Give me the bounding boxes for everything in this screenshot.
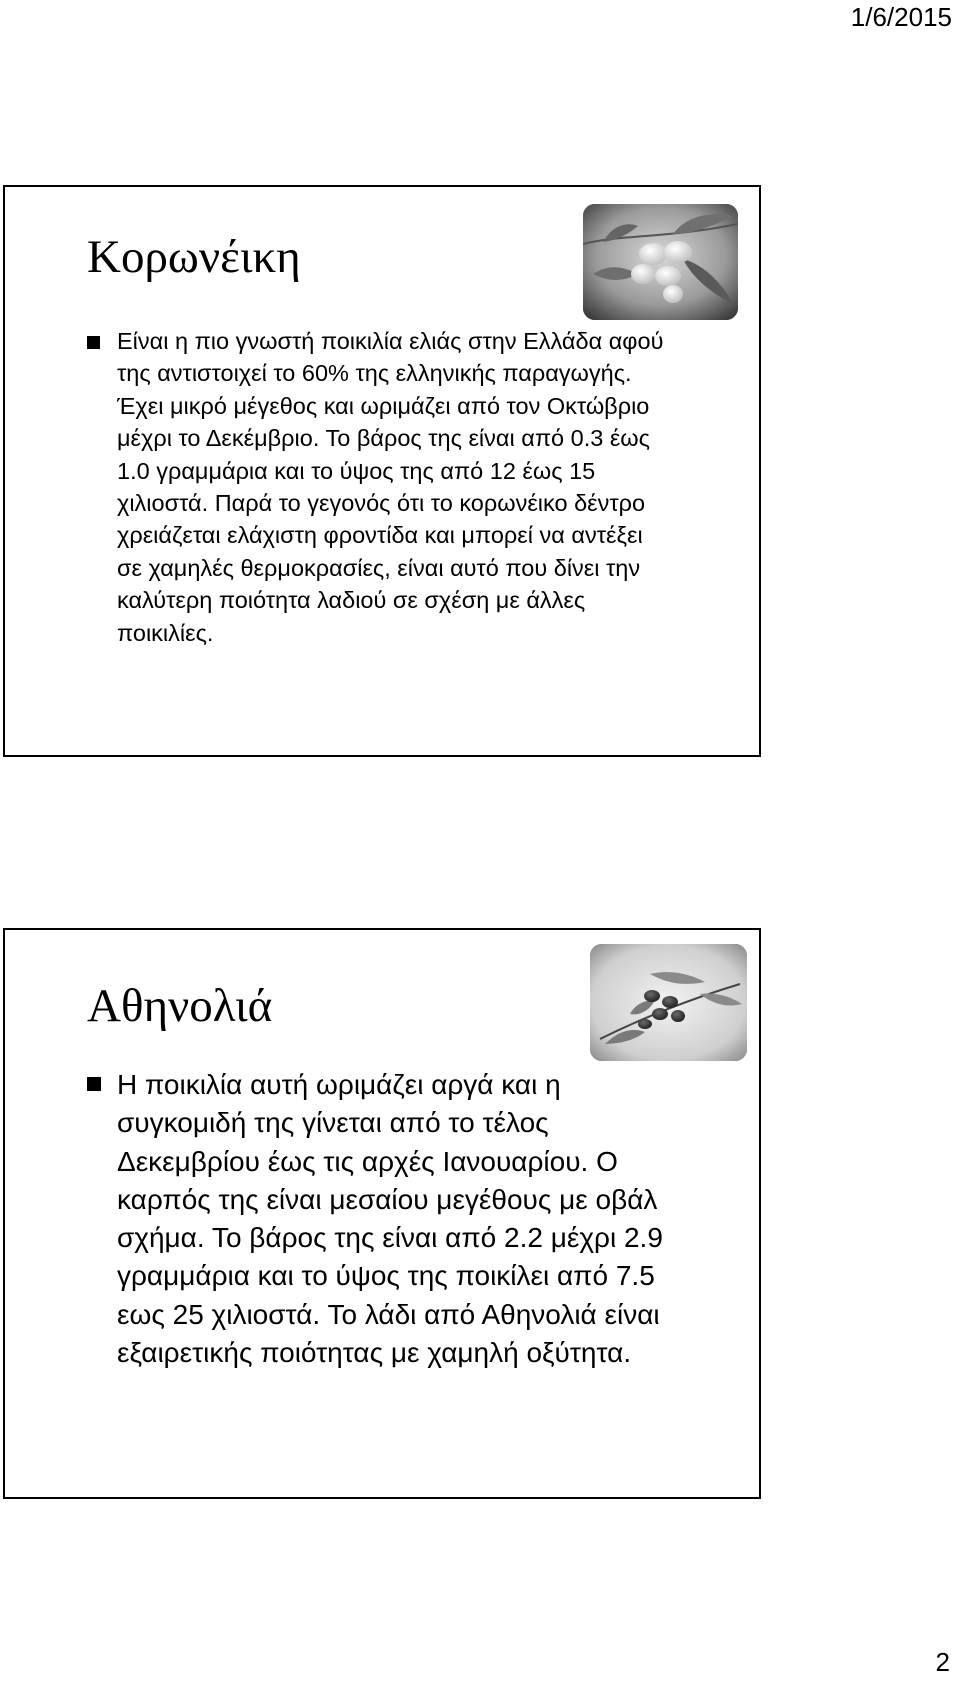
slide-body-text: Η ποικιλία αυτή ωριμάζει αργά και η συγκομιδή της γίνεται από το τέλος Δεκεμβρίου έως τις αρχές Ιανουαρίου. Ο καρπός της είναι μεσαίου μεγέθους με οβάλ σχήμα. Το βάρος της είναι από 2.2 μέχρι 2.9 γραμμάρια και το ύψος της ποικίλει από 7.5 εως 25 χιλιοστά. Το λάδι από Αθηνολιά είναι εξαιρετικής ποιότητας με χαμηλή οξύτητα.	[117, 1069, 663, 1369]
slide-athinolia	[3, 928, 761, 1499]
bullet-square-icon	[87, 336, 100, 349]
slide-body-text: Είναι η πιο γνωστή ποικιλία ελιάς στην Ελλάδα αφού της αντιστοιχεί το 60% της ελληνικής παραγωγής. Έχει μικρό μέγεθος και ωριμάζει από τον Οκτώβριο μέχρι το Δεκέμβριο. Το βάρος της είναι από 0.3 έως 1.0 γραμμάρια και το ύψος της από 12 έως 15 χιλιοστά. Παρά το γεγονός ότι το κορωνέικο δέντρο χρειάζεται ελάχιστη φροντίδα και μπορεί να αντέξει σε χαμηλές θερμοκρασίες, είναι αυτό που δίνει την καλύτερη ποιότητα λαδιού σε σχέση με άλλες ποικιλίες.	[117, 328, 664, 646]
header-date: 1/6/2015	[850, 2, 952, 32]
slide-title: Κορωνέικη	[87, 231, 301, 283]
olive-branch-light-photo	[583, 204, 738, 320]
slide-koroneiki	[3, 185, 761, 757]
slide-title: Αθηνολιά	[87, 980, 273, 1032]
page-number: 2	[935, 1647, 950, 1677]
olive-branch-dark-photo	[590, 944, 747, 1061]
bullet-square-icon	[87, 1077, 101, 1091]
